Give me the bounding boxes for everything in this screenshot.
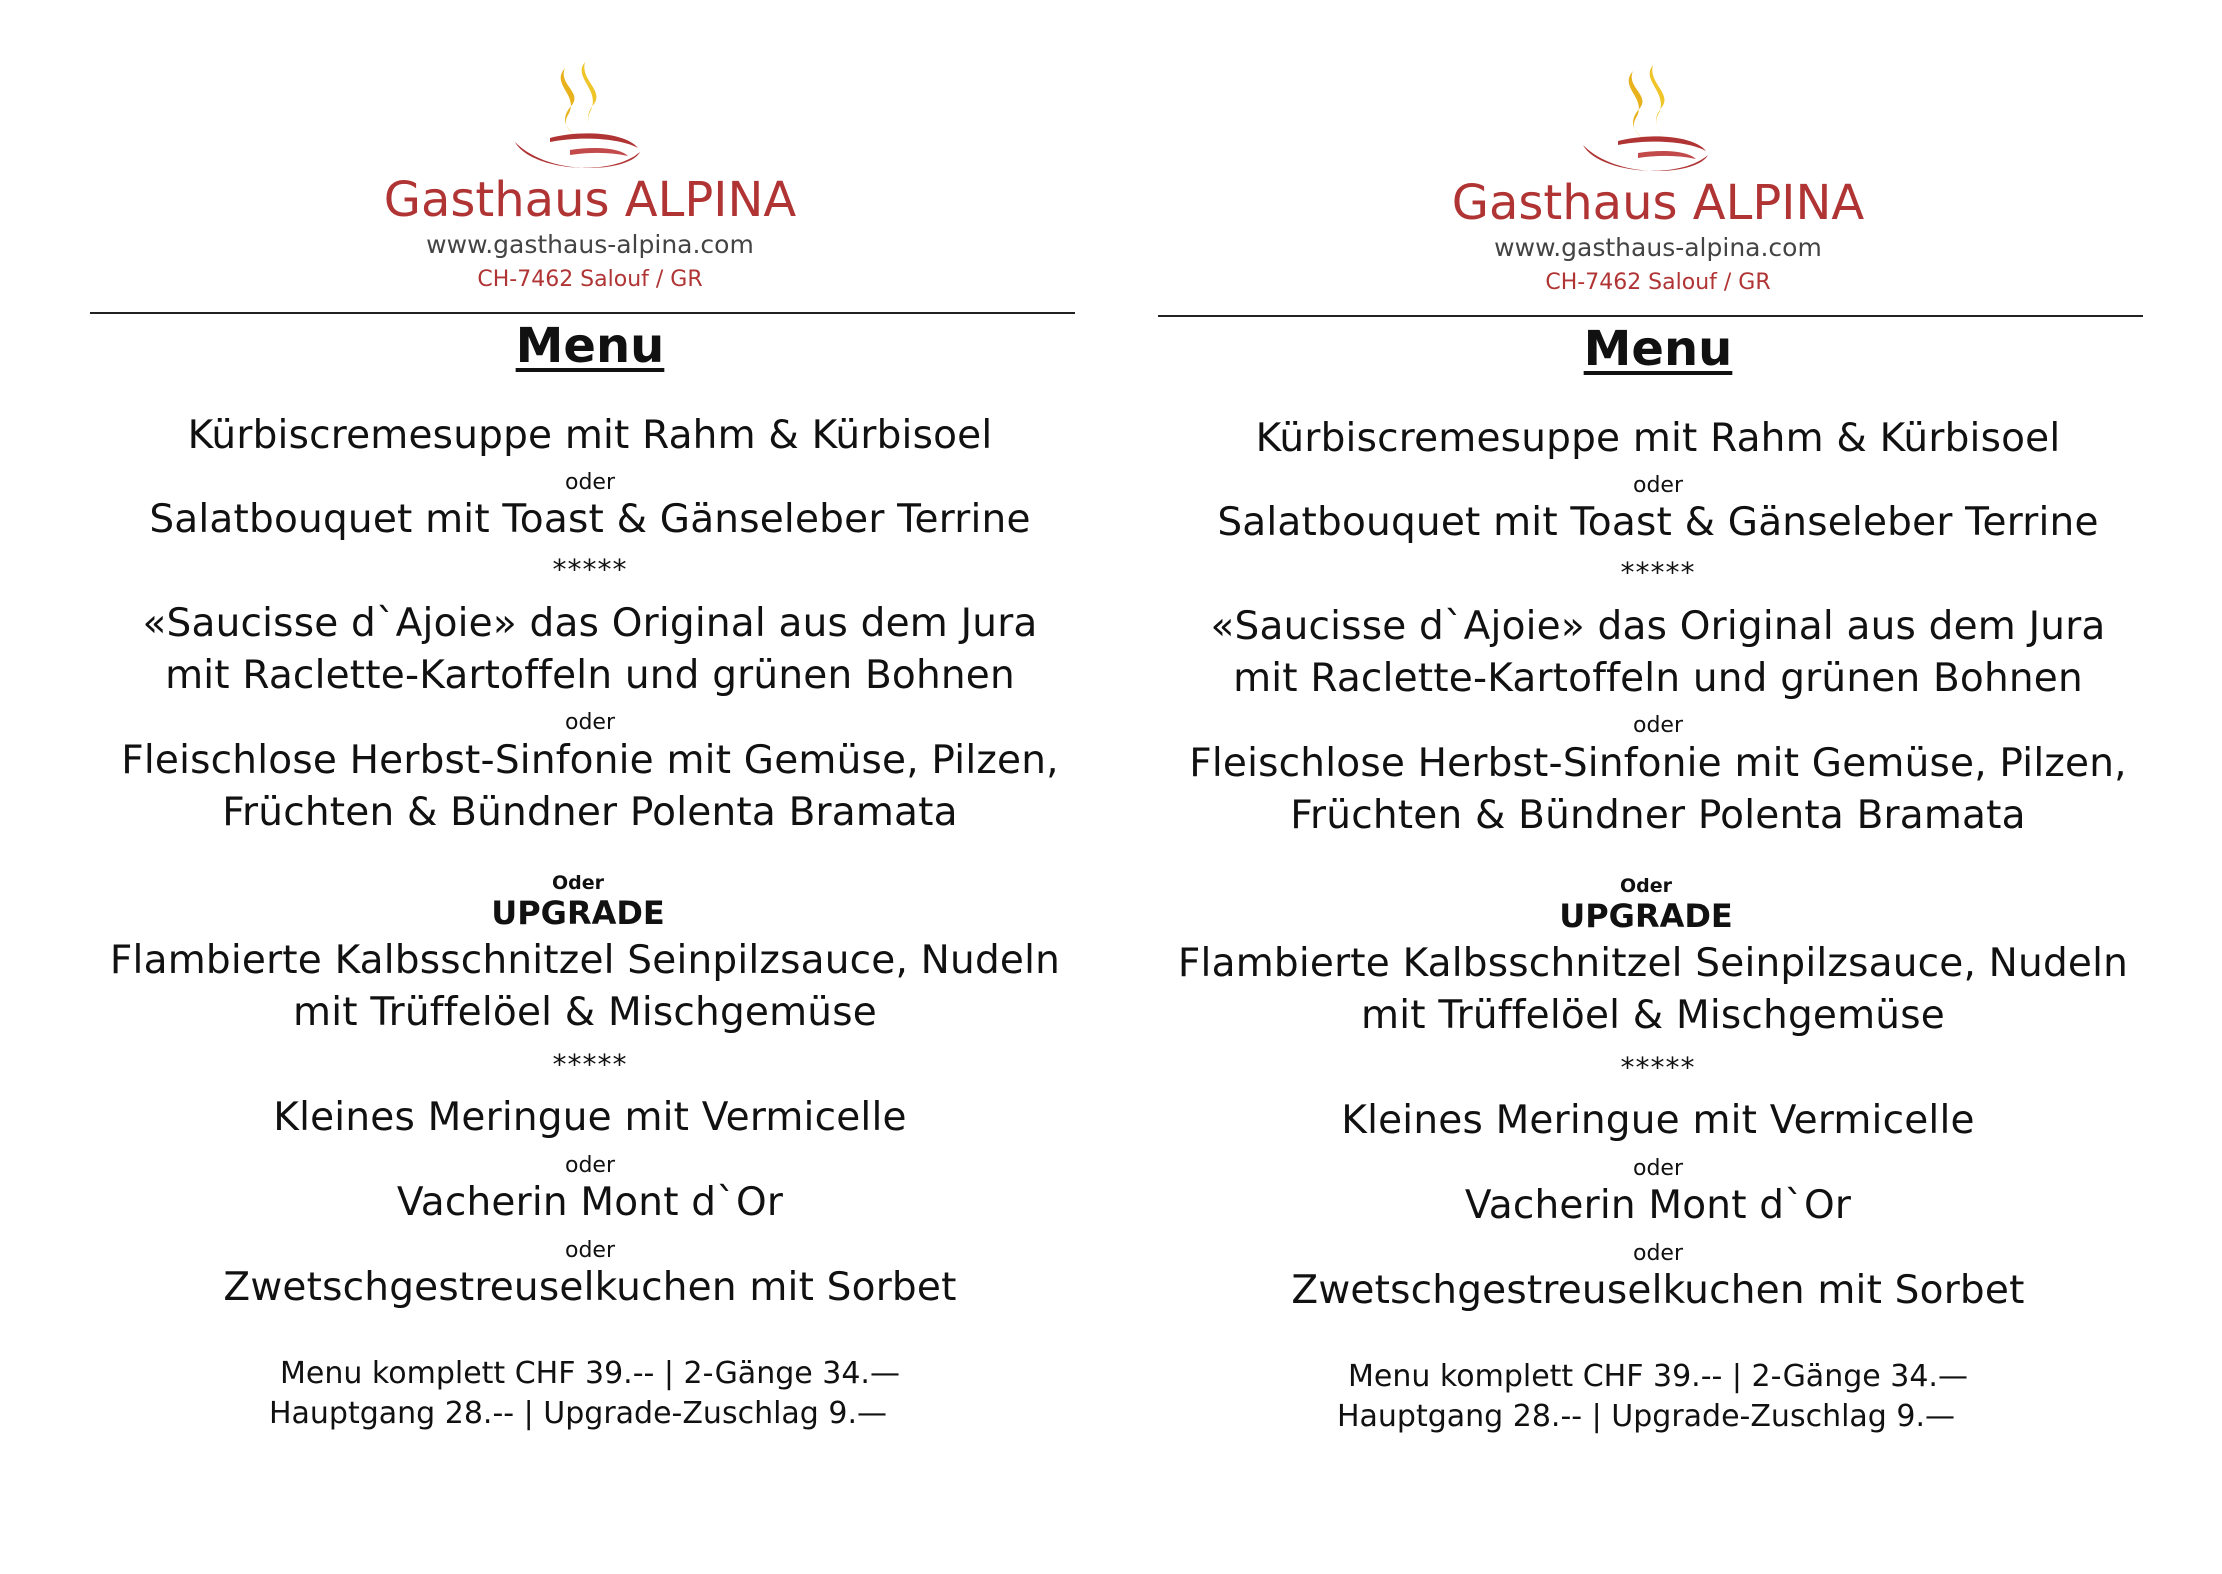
menu-line: Flambierte Kalbsschnitzel Seinpilzsauce, Nudeln <box>1177 941 2129 986</box>
price-line: Menu komplett CHF 39.-- | 2-Gänge 34.— <box>280 1356 900 1391</box>
menu-line: Kürbiscremesuppe mit Rahm & Kürbisoel <box>1255 416 2061 461</box>
menu-line: mit Raclette-Kartoffeln und grünen Bohnen <box>1233 656 2083 701</box>
logo <box>90 60 1090 310</box>
menu-line: Vacherin Mont d`Or <box>1464 1183 1852 1228</box>
menu-title: Menu <box>515 318 665 374</box>
logo-url: www.gasthaus-alpina.com <box>426 230 754 259</box>
menu-card-left <box>90 0 1090 1571</box>
price-line: Hauptgang 28.-- | Upgrade-Zuschlag 9.— <box>1336 1399 1956 1434</box>
menu-line: oder <box>564 1238 615 1263</box>
menu-line: Kleines Meringue mit Vermicelle <box>1341 1098 1975 1143</box>
divider-line <box>90 312 1075 314</box>
menu-line: Vacherin Mont d`Or <box>396 1180 784 1225</box>
price-line: Hauptgang 28.-- | Upgrade-Zuschlag 9.— <box>268 1396 888 1431</box>
menu-line: UPGRADE <box>1559 897 1733 935</box>
menu-line: oder <box>1632 1241 1683 1266</box>
steaming-bowl-logo-icon <box>510 60 650 185</box>
divider-line <box>1158 315 2143 317</box>
menu-card-right <box>1158 3 2158 1574</box>
menu-line: ***** <box>552 1048 628 1081</box>
menu-line: mit Raclette-Kartoffeln und grünen Bohnen <box>165 653 1015 698</box>
menu-line: oder <box>1632 1156 1683 1181</box>
menu-line: Fleischlose Herbst-Sinfonie mit Gemüse, Pilzen, <box>121 738 1059 783</box>
logo-url: www.gasthaus-alpina.com <box>1494 233 1822 262</box>
menu-line: Flambierte Kalbsschnitzel Seinpilzsauce, Nudeln <box>109 938 1061 983</box>
price-line: Menu komplett CHF 39.-- | 2-Gänge 34.— <box>1348 1359 1968 1394</box>
menu-line: Oder <box>1619 875 1672 897</box>
menu-line: oder <box>1632 473 1683 498</box>
menu-line: «Saucisse d`Ajoie» das Original aus dem Jura <box>142 601 1038 646</box>
menu-line: oder <box>564 1153 615 1178</box>
menu-line: Früchten & Bündner Polenta Bramata <box>222 790 958 835</box>
menu-line: Kürbiscremesuppe mit Rahm & Kürbisoel <box>187 413 993 458</box>
logo-address: CH-7462 Salouf / GR <box>1545 270 1771 295</box>
menu-line: «Saucisse d`Ajoie» das Original aus dem Jura <box>1210 604 2106 649</box>
menu-line: mit Trüffelöel & Mischgemüse <box>1361 993 1945 1038</box>
menu-line: ***** <box>1620 556 1696 589</box>
menu-line: Salatbouquet mit Toast & Gänseleber Terrine <box>1217 500 2099 545</box>
steaming-bowl-logo-icon <box>1578 63 1718 188</box>
menu-line: oder <box>1632 713 1683 738</box>
logo <box>1158 63 2158 313</box>
menu-line: Früchten & Bündner Polenta Bramata <box>1290 793 2026 838</box>
menu-line: ***** <box>552 553 628 586</box>
logo-name: Gasthaus ALPINA <box>383 172 797 228</box>
menu-line: oder <box>564 710 615 735</box>
menu-line: Zwetschgestreuselkuchen mit Sorbet <box>1291 1268 2025 1313</box>
logo-address: CH-7462 Salouf / GR <box>477 267 703 292</box>
menu-line: Fleischlose Herbst-Sinfonie mit Gemüse, Pilzen, <box>1189 741 2127 786</box>
menu-line: Salatbouquet mit Toast & Gänseleber Terrine <box>149 497 1031 542</box>
menu-line: ***** <box>1620 1051 1696 1084</box>
menu-line: Kleines Meringue mit Vermicelle <box>273 1095 907 1140</box>
menu-title: Menu <box>1583 321 1733 377</box>
menu-line: oder <box>564 470 615 495</box>
logo-name: Gasthaus ALPINA <box>1451 175 1865 231</box>
menu-line: Zwetschgestreuselkuchen mit Sorbet <box>223 1265 957 1310</box>
menu-line: mit Trüffelöel & Mischgemüse <box>293 990 877 1035</box>
menu-line: Oder <box>551 872 604 894</box>
menu-line: UPGRADE <box>491 894 665 932</box>
